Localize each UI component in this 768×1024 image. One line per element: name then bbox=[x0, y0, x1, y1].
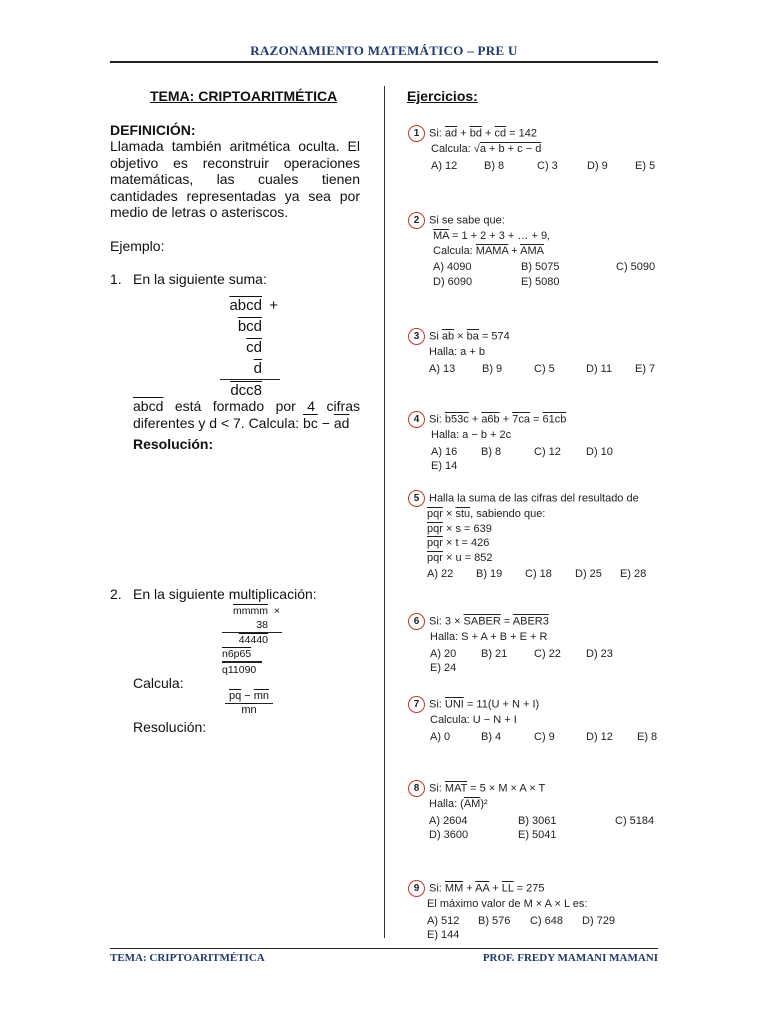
exercise-9: 9 Si: $\overline{MM} + \overline{AA} + \overline{LL} = 275$ El máximo valor de M × A × L es: A) 512 B) 576 C) 648 D) 729E) 144 bbox=[408, 880, 658, 943]
exercise-9-options: A) 512 B) 576 C) 648 D) 729E) 144 bbox=[427, 914, 616, 941]
exercise-4: 4 Si: b53c + a6b + 7ca = 61cb Halla: a − b + 2c A) 16 B) 8 C) 12 D) 10E) 14 bbox=[408, 411, 658, 474]
exercise-7-options: A) 0 B) 4 C) 9 D) 12 E) 8 bbox=[430, 730, 658, 743]
times-sign: × bbox=[273, 605, 280, 617]
multiplication-operation bbox=[222, 604, 282, 677]
exercise-3-number: 3 bbox=[408, 328, 425, 345]
definition-text: Llamada también aritmética oculta. El objetivo es reconstruir operaciones matemáticas, las cuales tienen cantidades representadas ya sea por medio de letras o asteriscos. bbox=[110, 138, 360, 220]
mult-row-n6p65: n6p65 bbox=[222, 648, 252, 660]
plus-sign: + bbox=[269, 297, 278, 314]
exercise-5-options: A) 22 B) 19 C) 18 D) 25 E) 28 bbox=[427, 568, 647, 580]
frac-minus: − bbox=[241, 690, 254, 702]
sum-row-bcd: $\overline{bcd}$ bbox=[237, 318, 262, 335]
item-1-description bbox=[133, 398, 360, 431]
item-2-resolution: Resolución: bbox=[133, 719, 207, 735]
var-abcd: abcd bbox=[133, 398, 164, 414]
calcula-label: Calcula: bbox=[133, 675, 184, 691]
exercise-8-options: A) 2604 B) 3061 C) 5184 bbox=[429, 814, 655, 827]
footer-author: PROF. FREDY MAMANI MAMANI bbox=[482, 952, 658, 964]
minus-sign: − bbox=[317, 414, 334, 431]
column-divider bbox=[384, 86, 385, 938]
exercise-2-number: 2 bbox=[408, 212, 425, 229]
var-pq: $\overline{pq}$ bbox=[228, 690, 242, 702]
exercises-title: Ejercicios: bbox=[407, 88, 478, 104]
mult-result: q11090 bbox=[222, 664, 257, 676]
mult-row-mmmm: mmmm bbox=[233, 605, 268, 617]
exercise-8-number: 8 bbox=[408, 780, 425, 797]
item-1-number: 1. bbox=[110, 271, 122, 287]
sum-result: dcc8 bbox=[230, 382, 262, 399]
item-1-text: En la siguiente suma: bbox=[133, 271, 267, 287]
var-mn-den: $\overline{mn}$ bbox=[241, 704, 257, 716]
footer-topic: TEMA: CRIPTOARITMÉTICA bbox=[110, 952, 265, 964]
exercise-8: 8 Si: $\overline{MAT} = 5 \times M \times A \times T$ Halla: $(\overline{AM})^2$ A) 2604 B) 3061 C) 5184 D) 3600 E) 5041 bbox=[408, 780, 658, 843]
footer-rule bbox=[110, 948, 658, 949]
exercise-6-options: A) 20 B) 21 C) 22 D) 23E) 24 bbox=[430, 647, 613, 674]
exercise-2: 2 Si se sabe que: $\overline{MA} = 1 + 2 + 3$ + … + 9, Calcula: MAMA + $\overline{AMA}$ A) 4090 B) 5075 C) 5090 D) 6090 E) 5080 bbox=[408, 212, 658, 289]
fraction-expression bbox=[225, 690, 273, 717]
var-ad: $\overline{ad}$ bbox=[333, 414, 350, 431]
exercise-7-number: 7 bbox=[408, 696, 425, 713]
exercise-6-number: 6 bbox=[408, 613, 425, 630]
exercise-1-number: 1 bbox=[408, 125, 425, 142]
sum-row-d: $\overline{d}$ bbox=[253, 360, 262, 377]
item-2-text: En la siguiente multiplicación: bbox=[133, 586, 317, 602]
exercise-9-number: 9 bbox=[408, 880, 425, 897]
exercise-1: 1 Si: $\overline{ad} + \overline{bd} + \overline{cd} = 142$ Calcula: √a + b + c − d A) 12 B) 8 C) 3 D) 9 E) 5 bbox=[408, 125, 658, 173]
exercise-4-number: 4 bbox=[408, 411, 425, 428]
exercise-7: 7 Si: $\overline{UNI} = 11(U + N + I)$ Calcula: U − N + I A) 0 B) 4 C) 9 D) 12 E) 8 bbox=[408, 696, 658, 744]
item-1-desc-text: está formado por 4 cifras diferentes y d < 7. Calcula: bbox=[133, 398, 360, 431]
header-rule bbox=[110, 61, 658, 63]
example-label: Ejemplo: bbox=[110, 238, 165, 254]
item-2-number: 2. bbox=[110, 586, 122, 602]
exercise-3-options: A) 13 B) 9 C) 5 D) 11 E) 7 bbox=[429, 362, 656, 375]
exercise-1-options: A) 12 B) 8 C) 3 D) 9 E) 5 bbox=[431, 159, 656, 172]
exercise-5: 5 Halla la suma de las cifras del resultado de $\overline{pqr} \times \overline{stu}$, sabiendo que: $\overline{pqr} \times s = 639$ $\overline{pqr} \times t = 426$ $\overline{pqr} \times u = 852$ A) 22 B) 19 C) 18 D) 25 E) 28 bbox=[408, 490, 658, 582]
item-1-resolution: Resolución: bbox=[133, 436, 214, 452]
exercise-6: 6 Si: 3 × SABER = ABER3 Halla: S + A + B + E + R A) 20 B) 21 C) 22 D) 23E) 24 bbox=[408, 613, 658, 676]
sum-operation bbox=[220, 295, 280, 401]
sum-row-cd: $\overline{cd}$ bbox=[246, 339, 262, 356]
page-header: RAZONAMIENTO MATEMÁTICO – PRE U bbox=[250, 43, 518, 58]
mult-row-44440: 44440 bbox=[238, 634, 268, 646]
exercise-4-options: A) 16 B) 8 C) 12 D) 10E) 14 bbox=[431, 445, 613, 472]
var-mn: $\overline{mn}$ bbox=[253, 690, 270, 702]
mult-row-38: 38 bbox=[256, 619, 268, 631]
definition-title: DEFINICIÓN: bbox=[110, 122, 196, 138]
sum-row-abcd: abcd bbox=[229, 297, 262, 314]
exercise-3: 3 Si $\overline{ab} \times \overline{ba} = 574$ Halla: a + b A) 13 B) 9 C) 5 D) 11 E) 7 bbox=[408, 328, 658, 376]
exercise-2-options: A) 4090 B) 5075 C) 5090 bbox=[433, 261, 656, 273]
fraction-bar bbox=[225, 703, 273, 717]
var-bc: $\overline{bc}$ bbox=[303, 414, 318, 431]
topic-title: TEMA: CRIPTOARITMÉTICA bbox=[150, 88, 338, 104]
exercise-5-number: 5 bbox=[408, 490, 425, 507]
